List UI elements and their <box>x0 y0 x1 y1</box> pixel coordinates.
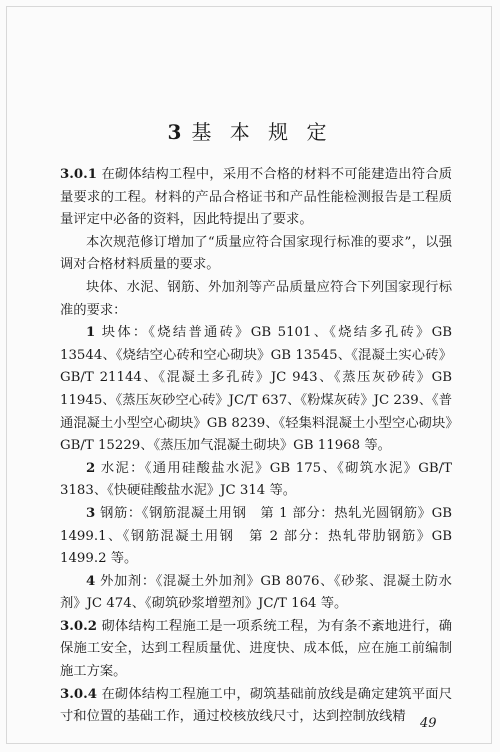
list-item-number: 2 <box>86 460 96 476</box>
list-item-text: 块体：《烧结普通砖》GB 5101、《烧结多孔砖》GB 13544、《烧结空心砖和空心砌块》GB 13545、《混凝土实心砖》GB/T 21144、《混凝土多孔砖》JC 943、《蒸压灰砂砖》GB 11945、《蒸压灰砂空心砖》JC/T 637、《粉煤灰砖》JC 239、《普通混凝土小型空心砌块》GB 8239、《轻集料混凝土小型空心砌块》GB/T 15229、《蒸压加气混凝土砌块》GB 11968 等。 <box>60 325 452 454</box>
paragraph-standards-intro: 块体、水泥、钢筋、外加剂等产品质量应符合下列国家现行标准的要求： <box>60 279 452 318</box>
clause-number: 3.0.1 <box>60 167 98 182</box>
clause-number: 3.0.2 <box>60 618 98 634</box>
list-item-number: 4 <box>86 573 96 589</box>
clause-text: 在砌体结构工程施工中，砌筑基础前放线是确定建筑平面尺寸和位置的基础工作，通过校核放线尺寸，达到控制放线精 <box>60 686 452 725</box>
list-item-number: 1 <box>86 325 96 341</box>
list-item-steel <box>60 503 452 571</box>
list-item-cement <box>60 458 452 503</box>
chapter-title-text: 基 本 规 定 <box>191 120 333 144</box>
clause-3-0-1 <box>60 164 452 232</box>
clause-3-0-2 <box>60 616 452 684</box>
list-item-admixture <box>60 571 452 616</box>
list-item-text: 外加剂：《混凝土外加剂》GB 8076、《砂浆、混凝土防水剂》JC 474、《砌筑砂浆增塑剂》JC/T 164 等。 <box>60 573 452 612</box>
list-item-blocks <box>60 322 452 458</box>
page-number: 49 <box>420 716 437 731</box>
chapter-number: 3 <box>167 120 182 144</box>
clause-number: 3.0.4 <box>60 686 98 702</box>
clause-text: 砌体结构工程施工是一项系统工程，为有条不紊地进行，确保施工安全，达到工程质量优、进度快、成本低，应在施工前编制施工方案。 <box>60 618 452 680</box>
chapter-title <box>0 116 500 145</box>
body-text <box>60 164 452 729</box>
paragraph-revision-note: 本次规范修订增加了“质量应符合国家现行标准的要求”，以强调对合格材料质量的要求。 <box>60 234 452 273</box>
list-item-text: 钢筋：《钢筋混凝土用钢 第 1 部分：热轧光圆钢筋》GB 1499.1、《钢筋混凝土用钢 第 2 部分：热轧带肋钢筋》GB 1499.2 等。 <box>60 505 452 567</box>
list-item-text: 水泥：《通用硅酸盐水泥》GB 175、《砌筑水泥》GB/T 3183、《快硬硅酸盐水泥》JC 314 等。 <box>60 460 452 499</box>
clause-text: 在砌体结构工程中，采用不合格的材料不可能建造出符合质量要求的工程。材料的产品合格证书和产品性能检测报告是工程质量评定中必备的资料，因此特提出了要求。 <box>60 167 452 228</box>
clause-3-0-4 <box>60 684 452 729</box>
list-item-number: 3 <box>86 505 96 521</box>
